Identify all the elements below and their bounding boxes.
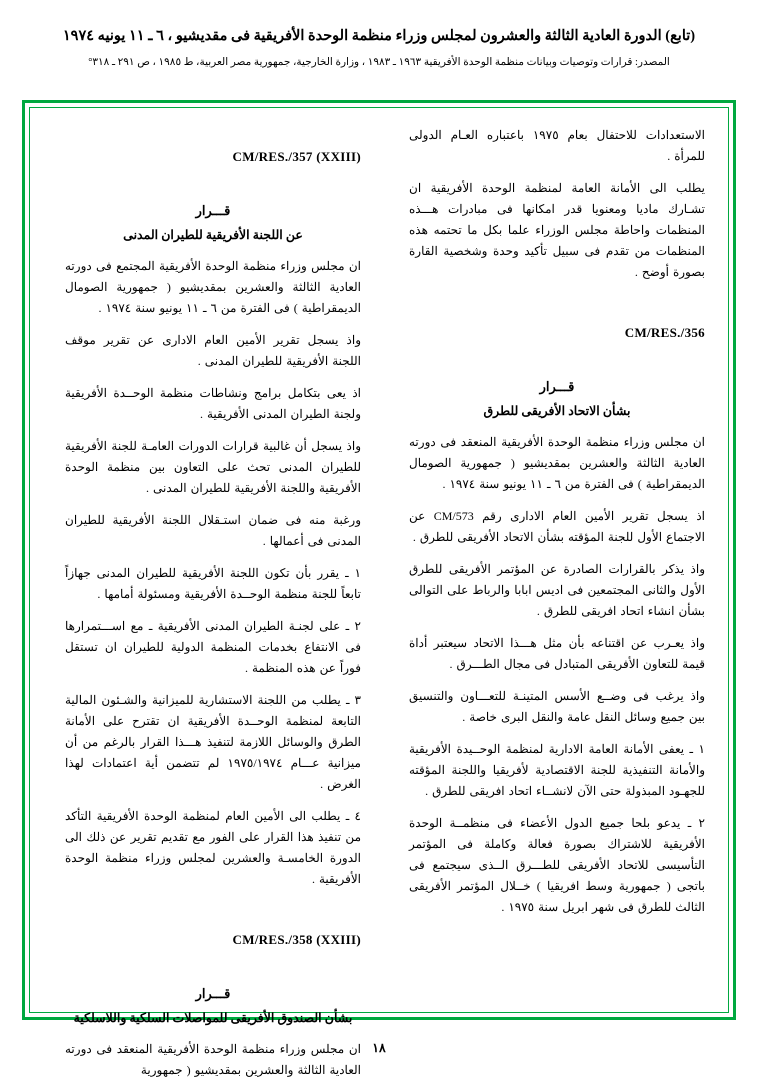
page-number: ١٨	[372, 1041, 386, 1055]
resolution-subject: بشأن الاتحاد الأفريقى للطرق	[483, 404, 631, 418]
paragraph: واذ يذكر بالقرارات الصادرة عن المؤتمر الأفريقى للطرق الأول والثانى المجتمعين فى اديس ابابا والرباط على التوالى بشأن انشاء اتحاد افريقى للطرق .	[409, 562, 705, 618]
resolution-heading: قـــرار	[539, 379, 575, 394]
column-right	[409, 119, 705, 1001]
paragraph: ان مجلس وزراء منظمة الوحدة الأفريقية المجتمع فى دورته العادية الثالثة والعشرين بمقديشيو ( جمهورية الصومال الديمقراطية ) فى الفترة من ٦ ـ ١١ يونيو سنة ١٩٧٤ .	[65, 259, 361, 315]
resolution-id: CM/RES./356	[624, 325, 705, 340]
paragraph: ٢ ـ يدعو بلحا جميع الدول الأعضاء فى منظمــة الوحدة الأفريقية للاشتراك بصورة فعالة وكاملة فى المؤتمر التأسيسى للاتحاد الأفريقى للطـــرق الــذى سيجتمع فى باتجى ( جمهورية وسط افريقيا ) خــلال المؤتمر الأفريقى الثالث للطرق فى شهر ابريل سنة ١٩٧٥ .	[409, 816, 705, 914]
page-header	[0, 0, 758, 71]
paragraph: ورغبة منه فى ضمان استـقلال اللجنة الأفريقية للطيران المدنى فى أعمالها .	[65, 513, 361, 548]
paragraph: واذ يسجل أن غالبية قرارات الدورات العامـة للجنة الأفريقية للطيران المدنى تحث على التعاون بين منظمة الوحدة الأفريقية واللجنة الأفريقية للطيران المدنى .	[65, 439, 361, 495]
paragraph: ١ ـ يعفى الأمانة العامة الادارية لمنظمة الوحــيدة الأفريقية والأمانة التنفيذية للجنة الاقتصادية لأفريقيا واللجنة المؤقته للجهـود المبذولة حتى الآن لانشــاء اتحاد افريقى للطرق .	[409, 742, 705, 798]
paragraph: ٢ ـ على لجنـة الطيران المدنى الأفريقية ـ مع اســـتمرارها فى الانتفاع بخدمات المنظمة الدولية للطيران ان تستقل فوراً عن هذه المنظمة .	[65, 619, 361, 675]
paragraph: واذ يسجل تقرير الأمين العام الادارى عن تقرير موقف اللجنة الأفريقية للطيران المدنى .	[65, 333, 361, 368]
paragraph: ٣ ـ يطلب من اللجنة الاستشارية للميزانية والشـئون المالية التابعة لمنظمة الوحــدة الأفريقية ان تقترح على الأمانة الطرق والوسائل اللازمة لتنفيذ هـــذا القرار بالرغم من أن ميزانية عـــام ١٩٧٥/١٩٧٤ لم تتضمن أية اعتمادات لهذا الغرض .	[65, 693, 361, 791]
paragraph: الاستعدادات للاحتفال بعام ١٩٧٥ باعتباره العـام الدولى للمرأة .	[409, 128, 705, 163]
header-title: (تابع) الدورة العادية الثالثة والعشرون لمجلس وزراء منظمة الوحدة الأفريقية فى مقديشيو ، ٦ ـ ١١ يونيه ١٩٧٤	[62, 28, 696, 44]
resolution-id: CM/RES./358 (XXIII)	[232, 932, 361, 947]
paragraph: اذ يعى بتكامل برامج ونشاطات منظمة الوحــدة الأفريقية ولجنة الطيران المدنى الأفريقية .	[65, 386, 361, 421]
paragraph: اذ يسجل تقرير الأمين العام الادارى رقم CM/573 عن الاجتماع الأول للجنة المؤقته بشأن الاتحاد الأفريقى للطرق .	[409, 509, 705, 544]
paragraph: ١ ـ يقرر بأن تكون اللجنة الأفريقية للطيران المدنى جهازاً تابعاً للجنة منظمة الوحــدة الأفريقية ومسئولة أمامها .	[65, 566, 361, 601]
column-left	[65, 119, 361, 1077]
header-source: المصدر: قرارات وتوصيات وبيانات منظمة الوحدة الأفريقية ١٩٦٣ ـ ١٩٨٣ ، وزارة الخارجية، جمهورية مصر العربية، ط ١٩٨٥ ، ص ٢٩١ ـ ٣١٨°	[88, 57, 670, 69]
paragraph: واذ يرغب فى وضــع الأسس المتينـة للتعـــاون والتنسيق بين جميع وسائل النقل عامة والنقل البرى خاصة .	[409, 689, 705, 724]
resolution-heading: قـــرار	[195, 986, 231, 1001]
resolution-id: CM/RES./357 (XXIII)	[232, 149, 361, 164]
paragraph: ان مجلس وزراء منظمة الوحدة الأفريقية المنعقد فى دورته العادية الثالثة والعشرين بمقديشيو ( جمهورية	[65, 1042, 361, 1077]
paragraph: ٤ ـ يطلب الى الأمين العام لمنظمة الوحدة الأفريقية التأكد من تنفيذ هذا القرار على الفور مع تقديم تقرير عن ذلك الى الدورة الخامسـة والعشرين لمجلس وزراء منظمة الوحدة الأفريقية .	[65, 809, 361, 886]
paragraph: يطلب الى الأمانة العامة لمنظمة الوحدة الأفريقية ان تشـارك ماديا ومعنويا قدر امكانها فى مبادرات هـــذه المنظمات واحاطة مجلس الوزراء علما بكل ما تحتمه هذه المنظمات من تقدم فى سبيل تأكيد وحدة وشخصية القارة بصورة أوضح .	[409, 181, 705, 279]
resolution-subject: بشأن الصندوق الأفريقى للمواصلات السلكية واللاسلكية	[73, 1011, 353, 1025]
resolution-heading: قـــرار	[195, 203, 231, 218]
resolution-subject: عن اللجنة الأفريقية للطيران المدنى	[123, 228, 303, 242]
paragraph: واذ يعـرب عن اقتناعه بأن مثل هـــذا الاتحاد سيعتبر أداة قيمة للتعاون الأفريقى المتبادل فى مجال الطـــرق .	[409, 636, 705, 671]
paragraph: ان مجلس وزراء منظمة الوحدة الأفريقية المنعقد فى دورته العادية الثالثة والعشرين بمقديشيو ( جمهورية الصومال الديمقراطية ) فى الفترة من ٦ ـ ١١ يونيو سنة ١٩٧٤ .	[409, 435, 705, 491]
